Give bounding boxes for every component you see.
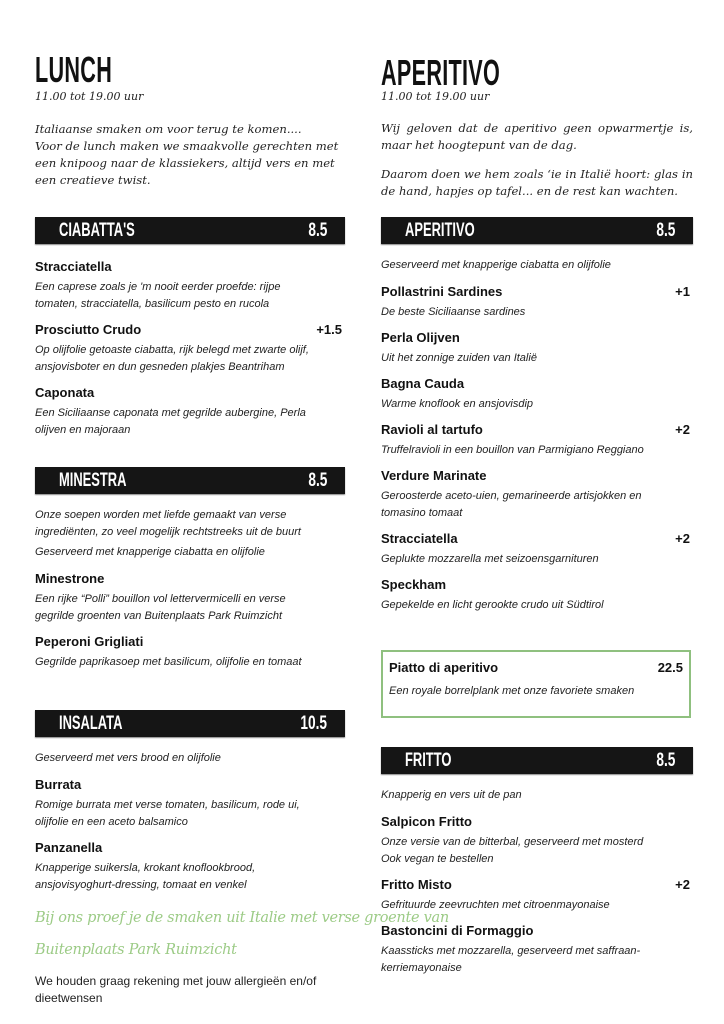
section-body xyxy=(381,787,693,977)
section-price: 8.5 xyxy=(307,220,327,241)
menu-item xyxy=(381,812,693,868)
aperitivo-hours: 11.00 tot 19.00 uur xyxy=(381,90,490,103)
item-name-text: Salpicon Fritto xyxy=(381,814,472,829)
item-name-text: Verdure Marinate xyxy=(381,468,487,483)
menu-item xyxy=(381,529,693,568)
section-body xyxy=(35,750,345,894)
item-name xyxy=(381,328,693,348)
section-notes xyxy=(381,787,693,804)
section-price: 8.5 xyxy=(307,470,327,491)
section-header-bar xyxy=(381,217,693,244)
section-price: 10.5 xyxy=(300,713,327,734)
item-description: kerriemayonaise xyxy=(381,962,462,974)
menu-item xyxy=(381,466,693,522)
aperitivo-intro xyxy=(381,120,693,212)
item-name xyxy=(35,569,345,589)
platter-box xyxy=(381,650,691,718)
intro-paragraph: Wij geloven dat de aperitivo geen opwarmertje is, maar het hoogtepunt van de dag. xyxy=(381,121,693,152)
handwritten-note-line: Bij ons proef je de smaken uit Italie met verse groente van xyxy=(35,910,449,926)
item-surcharge: +1.5 xyxy=(316,322,342,337)
intro-paragraph: Voor de lunch maken we smaakvolle gerechten met een knipoog naar de klassiekers, altijd vers en met een creatieve twist. xyxy=(35,139,339,187)
item-description: Warme knoflook en ansjovisdip xyxy=(381,398,534,410)
section-header-bar xyxy=(35,217,345,244)
menu-item xyxy=(381,420,693,459)
section-notes xyxy=(35,750,345,767)
item-description: tomasino tomaat xyxy=(381,507,463,519)
section-note: Geserveerd met vers brood en olijfolie xyxy=(35,752,221,764)
item-name xyxy=(381,575,693,595)
item-surcharge: +1 xyxy=(675,284,690,299)
section-title: CIABATTA'S xyxy=(59,220,135,241)
menu-item xyxy=(381,282,693,321)
item-name xyxy=(35,383,345,403)
section-header-bar xyxy=(381,747,693,774)
item-name-text: Minestrone xyxy=(35,571,105,586)
item-description: Onze versie van de bitterbal, geserveerd met mosterd xyxy=(381,836,644,848)
item-description: Gefrituurde zeevruchten met citroenmayonaise xyxy=(381,899,610,911)
section-title: FRITTO xyxy=(405,750,452,771)
section-title: APERITIVO xyxy=(405,220,475,241)
section-notes xyxy=(35,507,345,561)
item-name-text: Prosciutto Crudo xyxy=(35,322,142,337)
item-name-text: Burrata xyxy=(35,777,82,792)
menu-section xyxy=(35,467,345,678)
menu-item xyxy=(381,575,693,614)
section-header-bar xyxy=(35,467,345,494)
item-name-text: Fritto Misto xyxy=(381,877,452,892)
item-name-text: Peperoni Grigliati xyxy=(35,634,144,649)
item-description: olijfolie en een aceto balsamico xyxy=(35,816,188,828)
section-notes xyxy=(381,257,693,274)
item-surcharge: +2 xyxy=(675,531,690,546)
item-description: olijven en majoraan xyxy=(35,424,131,436)
item-surcharge: +2 xyxy=(675,422,690,437)
item-description: Een rijke “Polli” bouillon vol lettervermicelli en verse xyxy=(35,593,286,605)
section-price: 8.5 xyxy=(655,750,675,771)
item-description: Een Siciliaanse caponata met gegrilde aubergine, Perla xyxy=(35,407,306,419)
section-note: Knapperig en vers uit de pan xyxy=(381,789,522,801)
aperitivo-title: APERITIVO xyxy=(381,52,501,93)
item-description: De beste Siciliaanse sardines xyxy=(381,306,526,318)
item-surcharge: +2 xyxy=(675,877,690,892)
menu-item xyxy=(35,257,345,313)
menu-item xyxy=(35,320,345,376)
item-description: ansjovisyoghurt-dressing, tomaat en venkel xyxy=(35,879,247,891)
allergy-note: We houden graag rekening met jouw allergieën en/of dieetwensen xyxy=(35,974,317,1005)
menu-item xyxy=(381,374,693,413)
item-name xyxy=(381,529,693,549)
item-name xyxy=(35,257,345,277)
platter-price: 22.5 xyxy=(657,660,683,675)
item-name xyxy=(381,466,693,486)
item-description: Knapperige suikersla, krokant knoflookbrood, xyxy=(35,862,256,874)
intro-paragraph: Daarom doen we hem zoals ‘ie in Italië hoort: glas in de hand, hapjes op tafel... en de rest kan wachten. xyxy=(381,167,693,198)
item-name xyxy=(35,775,345,795)
item-name-text: Pollastrini Sardines xyxy=(381,284,503,299)
menu-section xyxy=(381,747,693,984)
section-title: INSALATA xyxy=(59,713,123,734)
intro-line: Italiaanse smaken om voor terug te komen.... xyxy=(35,122,302,136)
item-description: Geplukte mozzarella met seizoensgarnituren xyxy=(381,553,599,565)
item-description: Truffelravioli in een bouillon van Parmigiano Reggiano xyxy=(381,444,644,456)
platter-name: Piatto di aperitivo xyxy=(389,660,499,675)
item-name xyxy=(381,921,693,941)
section-note: Geserveerd met knapperige ciabatta en olijfolie xyxy=(381,259,611,271)
section-note: Geserveerd met knapperige ciabatta en olijfolie xyxy=(35,546,265,558)
lunch-title: LUNCH xyxy=(35,49,113,90)
section-body xyxy=(381,257,693,614)
section-note: Onze soepen worden met liefde gemaakt van verse ingrediënten, zo veel mogelijk rechtstreeks uit de buurt xyxy=(35,509,301,538)
menu-section xyxy=(35,217,345,446)
item-name-text: Ravioli al tartufo xyxy=(381,422,483,437)
section-price: 8.5 xyxy=(655,220,675,241)
platter-description: Een royale borrelplank met onze favoriete smaken xyxy=(389,685,635,697)
section-title: MINESTRA xyxy=(59,470,127,491)
item-name xyxy=(381,420,693,440)
item-description: ansjovisboter en dun gesneden plakjes Beantriham xyxy=(35,361,285,373)
item-name-text: Bagna Cauda xyxy=(381,376,465,391)
section-body xyxy=(35,507,345,671)
handwritten-note-line: Buitenplaats Park Ruimzicht xyxy=(35,942,237,958)
item-description: Ook vegan te bestellen xyxy=(381,853,494,865)
section-body xyxy=(35,257,345,439)
item-description: Een caprese zoals je 'm nooit eerder proefde: rijpe xyxy=(35,281,281,293)
item-name xyxy=(381,812,693,832)
item-description: gegrilde groenten van Buitenplaats Park Ruimzicht xyxy=(35,610,283,622)
item-description: Gegrilde paprikasoep met basilicum, olijfolie en tomaat xyxy=(35,656,302,668)
item-name xyxy=(35,320,345,340)
section-header-bar xyxy=(35,710,345,737)
item-name xyxy=(35,838,345,858)
item-name-text: Perla Olijven xyxy=(381,330,460,345)
item-name-text: Stracciatella xyxy=(35,259,112,274)
item-description: Gepekelde en licht gerookte crudo uit Südtirol xyxy=(381,599,604,611)
menu-item xyxy=(35,383,345,439)
item-name xyxy=(381,875,693,895)
menu-item xyxy=(381,921,693,977)
item-name xyxy=(381,374,693,394)
menu-item xyxy=(35,569,345,625)
item-description: tomaten, stracciatella, basilicum pesto en rucola xyxy=(35,298,270,310)
item-name xyxy=(381,282,693,302)
menu-section xyxy=(35,710,345,901)
item-description: Uit het zonnige zuiden van Italië xyxy=(381,352,537,364)
lunch-hours: 11.00 tot 19.00 uur xyxy=(35,90,144,103)
menu-section xyxy=(381,217,693,621)
item-description: Geroosterde aceto-uien, gemarineerde artisjokken en xyxy=(381,490,642,502)
item-name xyxy=(35,632,345,652)
menu-item xyxy=(35,775,345,831)
item-description: Romige burrata met verse tomaten, basilicum, rode ui, xyxy=(35,799,300,811)
menu-item xyxy=(381,328,693,367)
item-description: Kaassticks met mozzarella, geserveerd met saffraan- xyxy=(381,945,641,957)
item-name-text: Panzanella xyxy=(35,840,103,855)
menu-item xyxy=(35,632,345,671)
lunch-intro xyxy=(35,121,345,201)
item-name-text: Speckham xyxy=(381,577,447,592)
item-name-text: Stracciatella xyxy=(381,531,458,546)
item-name-text: Bastoncini di Formaggio xyxy=(381,923,534,938)
menu-item xyxy=(35,838,345,894)
menu-item xyxy=(381,875,693,914)
item-name-text: Caponata xyxy=(35,385,95,400)
item-description: Op olijfolie getoaste ciabatta, rijk belegd met zwarte olijf, xyxy=(35,344,309,356)
